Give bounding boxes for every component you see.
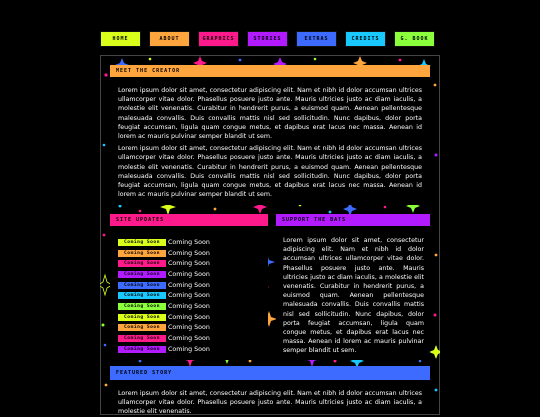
meet-creator-title: MEET THE CREATOR — [110, 65, 430, 77]
status-badge: Coming Soon — [118, 250, 166, 257]
list-item — [118, 312, 268, 323]
meet-creator-paragraph-2: Lorem ipsum dolor sit amet, consectetur adipiscing elit. Nam et nibh id dolor accumsan ultrices ullamcorper vitae dolor. Phasellus posuere justo ante. Mauris ultricies justo ac diam iaculis, a molestie elit venenatis. Curabitur in hendrerit purus, a euismod quam. Aenean pellentesque malesuada convallis. Duis convallis mattis nisl sed sollicitudin. Nunc dapibus, dolor porta feugiat accumsan, ligula quam congue metus, et dapibus erat lacus nec massa. Aenean id lorem ac mauris pulvinar semper blandit ut sem. — [118, 145, 422, 199]
nav-extras-button[interactable]: EXTRAS — [296, 31, 337, 47]
update-text: Coming Soon — [168, 324, 210, 332]
list-item — [118, 290, 268, 301]
update-text: Coming Soon — [168, 313, 210, 321]
support-bats-title: SUPPORT THE BATS — [276, 214, 430, 226]
list-item — [118, 269, 268, 280]
status-badge: Coming Soon — [118, 346, 166, 353]
status-badge: Coming Soon — [118, 324, 166, 331]
support-bats-paragraph: Lorem ipsum dolor sit amet, consectetur adipiscing elit. Nam et nibh id dolor accumsan ultrices ullamcorper vitae dolor. Phasellus posuere justo ante. Mauris ultricies justo ac diam iaculis, a molestie elit venenatis. Curabitur in hendrerit purus, a euismod quam. Aenean pellentesque malesuada convallis. Duis convallis mattis nisl sed sollicitudin. Nunc dapibus, dolor porta feugiat accumsan, ligula quam congue metus, et dapibus erat lacus nec massa. Aenean id lorem ac mauris pulvinar semper blandit ut sem. — [283, 237, 424, 355]
meet-creator-paragraph-1: Lorem ipsum dolor sit amet, consectetur adipiscing elit. Nam et nibh id dolor accumsan ultrices ullamcorper vitae dolor. Phasellus posuere justo ante. Mauris ultricies justo ac diam iaculis, a molestie elit venenatis. Curabitur in hendrerit purus, a euismod quam. Aenean pellentesque malesuada convallis. Duis convallis mattis nisl sed sollicitudin. Nunc dapibus, dolor porta feugiat accumsan, ligula quam congue metus, et dapibus erat lacus nec massa. Aenean id lorem ac mauris pulvinar semper blandit ut sem. — [118, 87, 422, 141]
status-badge: Coming Soon — [118, 282, 166, 289]
nav-home-button[interactable]: HOME — [100, 31, 141, 47]
support-bats-panel — [276, 214, 430, 360]
site-updates-title: SITE UPDATES — [110, 214, 268, 226]
updates-list — [110, 226, 268, 355]
list-item — [118, 280, 268, 291]
top-nav — [100, 31, 440, 47]
featured-story-title: FEATURED STORY — [110, 366, 430, 380]
list-item — [118, 323, 268, 334]
nav-about-button[interactable]: ABOUT — [149, 31, 190, 47]
status-badge: Coming Soon — [118, 335, 166, 342]
status-badge: Coming Soon — [118, 271, 166, 278]
featured-story-paragraph: Lorem ipsum dolor sit amet, consectetur adipiscing elit. Nam et nibh id dolor accumsan ultrices ullamcorper vitae dolor. Phasellus posuere justo ante. Mauris ultricies justo ac diam iaculis, a molestie elit venenatis. — [118, 390, 422, 416]
featured-story-panel — [110, 366, 430, 416]
list-item — [118, 333, 268, 344]
update-text: Coming Soon — [168, 302, 210, 310]
status-badge: Coming Soon — [118, 292, 166, 299]
update-text: Coming Soon — [168, 238, 210, 246]
update-text: Coming Soon — [168, 249, 210, 257]
status-badge: Coming Soon — [118, 239, 166, 246]
status-badge: Coming Soon — [118, 303, 166, 310]
nav-credits-button[interactable]: CREDITS — [345, 31, 386, 47]
list-item — [118, 258, 268, 269]
list-item — [118, 237, 268, 248]
status-badge: Coming Soon — [118, 260, 166, 267]
update-text: Coming Soon — [168, 292, 210, 300]
update-text: Coming Soon — [168, 281, 210, 289]
update-text: Coming Soon — [168, 345, 210, 353]
update-text: Coming Soon — [168, 270, 210, 278]
site-updates-panel — [110, 214, 268, 360]
list-item — [118, 248, 268, 259]
nav-stories-button[interactable]: STORIES — [247, 31, 288, 47]
list-item — [118, 301, 268, 312]
nav-guestbook-button[interactable]: G. BOOK — [394, 31, 435, 47]
status-badge: Coming Soon — [118, 314, 166, 321]
update-text: Coming Soon — [168, 335, 210, 343]
nav-graphics-button[interactable]: GRAPHICS — [198, 31, 239, 47]
list-item — [118, 344, 268, 355]
meet-creator-panel — [110, 65, 430, 205]
update-text: Coming Soon — [168, 260, 210, 268]
